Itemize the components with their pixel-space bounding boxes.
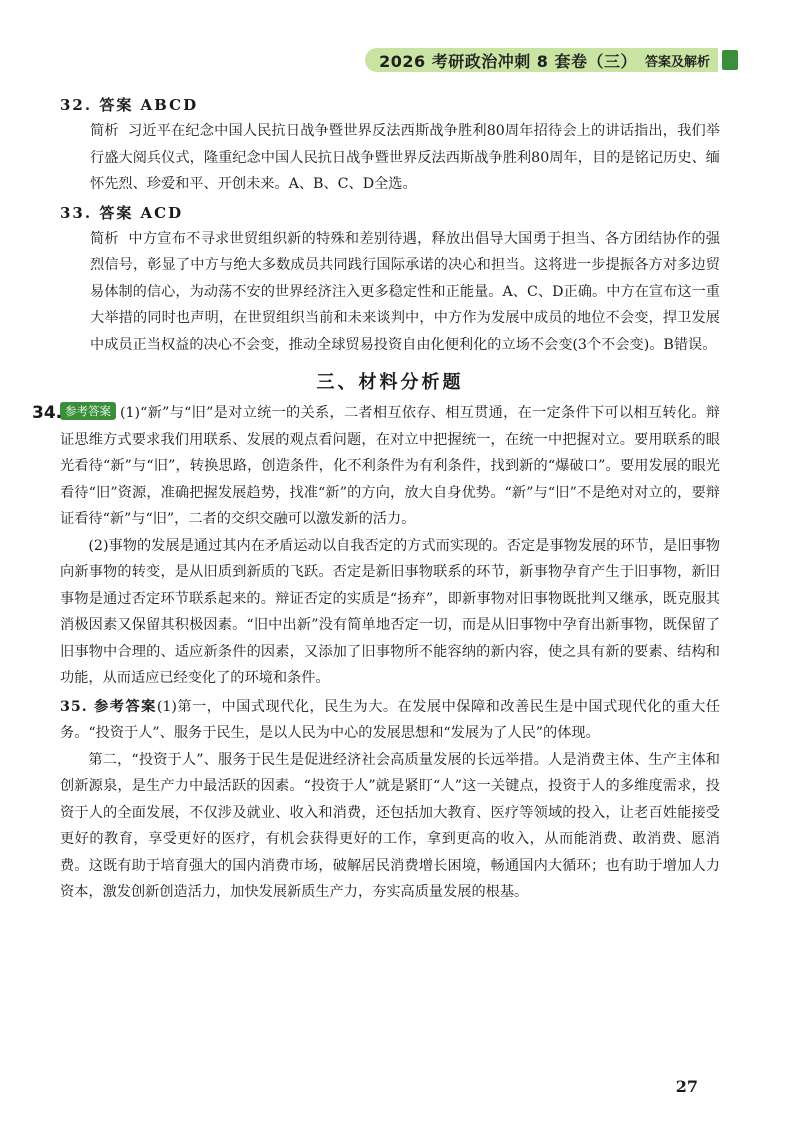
q32-analysis — [60, 118, 720, 198]
header-subtitle: 答案及解析 — [644, 54, 710, 70]
q32-analysis-text: 习近平在纪念中国人民抗日战争暨世界反法西斯战争胜利80周年招待会上的讲话指出，我们举行盛大阅兵仪式，隆重纪念中国人民抗日战争暨世界反法西斯战争胜利80周年，目的是铭记历史、缅怀先烈、珍爱和平、开创未来。A、B、C、D全选。 — [90, 123, 720, 192]
q34-answer — [32, 400, 720, 692]
header-banner — [365, 48, 718, 72]
q34-part1-text: (1)“新”与“旧”是对立统一的关系，二者相互依存、相互贯通，在一定条件下可以相互转化。辩证思维方式要求我们用联系、发展的观点看问题，在对立中把握统一，在统一中把握对立。要用联系的眼光看待“新”与“旧”，转换思路，创造条件，化不利条件为有利条件，找到新的“爆破口”。要用发展的眼光看待“旧”资源，准确把握发展趋势，找准“新”的方向，放大自身优势。“新”与“旧”不是绝对对立的，要辩证看待“新”与“旧”，二者的交织交融可以激发新的活力。 — [60, 405, 720, 527]
q34-part1 — [60, 400, 720, 533]
section-title: 三、材料分析题 — [316, 372, 464, 393]
q32-heading: 32. 答案 ABCD — [60, 96, 199, 114]
header-title: 2026 考研政治冲刺 8 套卷（三） — [379, 51, 637, 71]
q34-number: 34. — [32, 403, 63, 423]
q34-part2: (2)事物的发展是通过其内在矛盾运动以自我否定的方式而实现的。否定是事物发展的环节，是旧事物向新事物的转变，是从旧质到新质的飞跃。否定是新旧事物联系的环节，新事物孕育产生于旧事物，新旧事物是通过否定环节联系起来的。辩证否定的实质是“扬弃”，即新事物对旧事物既批判又继承，既克服其消极因素又保留其积极因素。“旧中出新”没有简单地否定一切，而是从旧事物中孕育出新事物，既保留了旧事物中合理的、适应新条件的因素，又添加了旧事物所不能容纳的新内容，使之具有新的要素、结构和功能，从而适应已经变化了的环境和条件。 — [60, 537, 720, 686]
page-content — [32, 92, 720, 906]
q33-analysis-text: 中方宣布不寻求世贸组织新的特殊和差别待遇，释放出倡导大国勇于担当、各方团结协作的强烈信号，彰显了中方与绝大多数成员共同践行国际承诺的决心和担当。这将进一步提振各方对多边贸易体制的信心，为动荡不安的世界经济注入更多稳定性和正能量。A、C、D正确。中方在宣布这一重大举措的同时也声明，在世贸组织当前和未来谈判中，中方作为发展中成员的地位不会变，捍卫发展中成员正当权益的决心不会变，推动全球贸易投资自由化便利化的立场不会变(3个不会变)。B错误。 — [90, 230, 720, 353]
q35-part1-text: (1)第一，中国式现代化，民生为大。在发展中保障和改善民生是中国式现代化的重大任务。“投资于人”、服务于民生，是以人民为中心的发展思想和“发展为了人民”的体现。 — [60, 698, 720, 741]
q35-part2: 第二，“投资于人”、服务于民生是促进经济社会高质量发展的长远举措。人是消费主体、生产主体和创新源泉，是生产力中最活跃的因素。“投资于人”就是紧盯“人”这一关键点，投资于人的多维度需求，投资于人的全面发展，不仅涉及就业、收入和消费，还包括加大教育、医疗等领域的投入，让老百姓能接受更好的教育，享受更好的医疗，有机会获得更好的工作，拿到更高的收入，从而能消费、敢消费、愿消费。这既有助于培育强大的国内消费市场，破解居民消费增长困境，畅通国内大循环；也有助于增加人力资本，激发创新创造活力，加快发展新质生产力，夯实高质量发展的根基。 — [60, 751, 720, 900]
q35-part1 — [60, 694, 720, 747]
page-header — [365, 47, 738, 73]
q33-analysis — [60, 226, 720, 359]
q35-heading: 35. 参考答案 — [60, 698, 157, 715]
q33-analysis-label: 简析 — [90, 230, 119, 247]
q32-analysis-label: 简析 — [90, 123, 119, 139]
page-number: 27 — [675, 1077, 698, 1096]
header-accent-block — [722, 50, 738, 70]
q34-answer-badge: 参考答案 — [60, 402, 116, 420]
q33-heading: 33. 答案 ACD — [60, 203, 184, 222]
